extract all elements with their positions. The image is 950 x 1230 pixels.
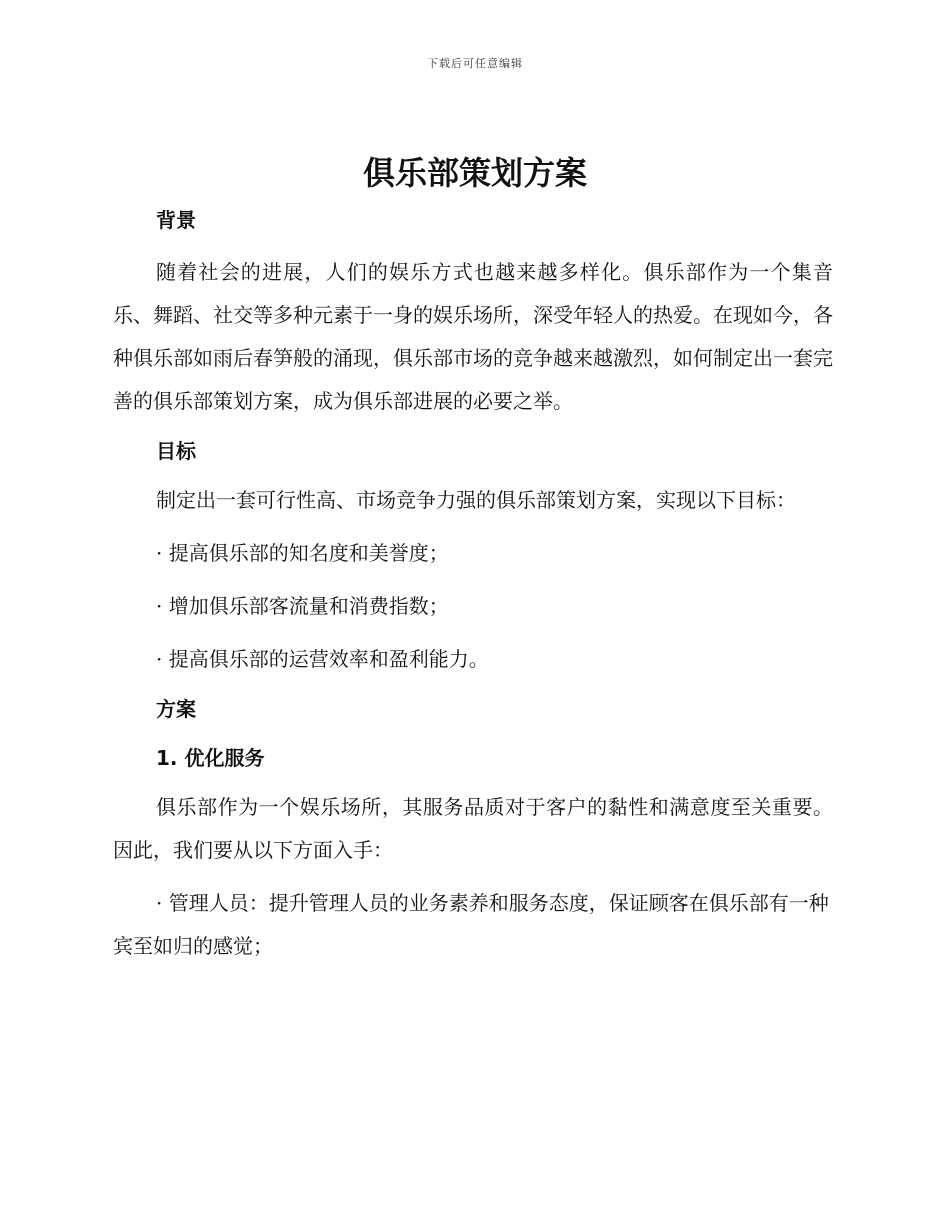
section-heading-background: 背景	[156, 208, 196, 232]
section-heading-plan: 方案	[156, 697, 196, 721]
header-note: 下载后可任意编辑	[427, 57, 523, 70]
plan-paragraph: 俱乐部作为一个娱乐场所，其服务品质对于客户的黏性和满意度至关重要。因此，我们要从以下方面入手：	[113, 795, 833, 862]
section-heading-goal: 目标	[156, 439, 196, 463]
background-paragraph: 随着社会的进展，人们的娱乐方式也越来越多样化。俱乐部作为一个集音乐、舞蹈、社交等多种元素于一身的娱乐场所，深受年轻人的热爱。在现如今，各种俱乐部如雨后春笋般的涌现，俱乐部市场的竞争越来越激烈，如何制定出一套完善的俱乐部策划方案，成为俱乐部进展的必要之举。	[113, 260, 833, 413]
document-title: 俱乐部策划方案	[362, 154, 587, 192]
goal-list-item: · 提高俱乐部的运营效率和盈利能力。	[156, 647, 489, 671]
document-body	[113, 202, 833, 968]
goal-list-item: · 增加俱乐部客流量和消费指数；	[156, 594, 449, 618]
plan-list-item: · 管理人员：提升管理人员的业务素养和服务态度，保证顾客在俱乐部有一种宾至如归的感觉；	[113, 891, 829, 958]
sub-heading-optimize-service: 1. 优化服务	[156, 746, 265, 770]
goal-list-item: · 提高俱乐部的知名度和美誉度；	[156, 541, 449, 565]
goal-paragraph: 制定出一套可行性高、市场竞争力强的俱乐部策划方案，实现以下目标：	[156, 488, 796, 512]
